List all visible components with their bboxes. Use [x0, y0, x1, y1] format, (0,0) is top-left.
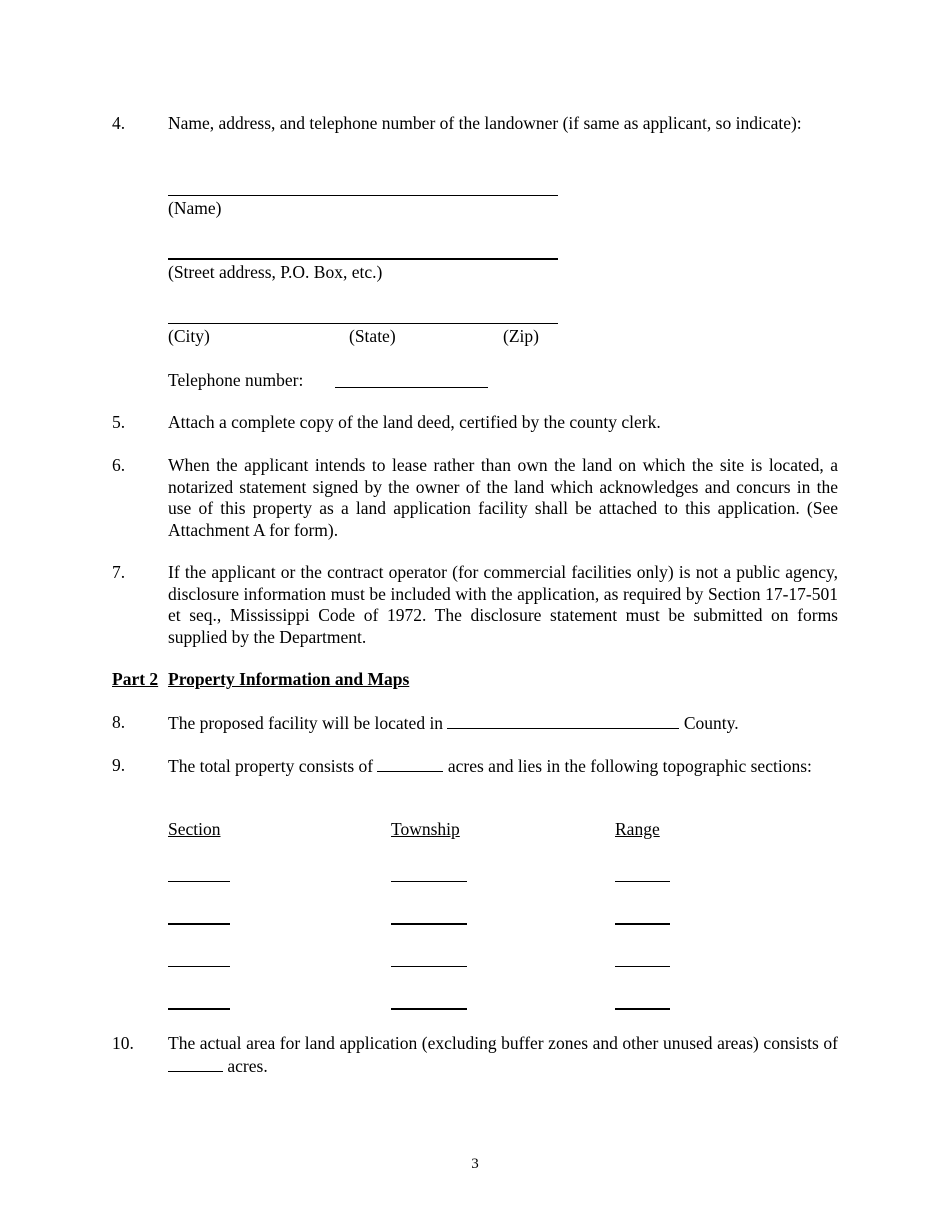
page-number: 3 — [471, 1156, 479, 1172]
item-10-text-before: The actual area for land application (excluding buffer zones and other unused areas) consists of — [168, 1033, 838, 1053]
item-7-text: If the applicant or the contract operator (for commercial facilities only) is not a public agency, disclosure information must be included with the application, as required by Section 17-17-501 et seq., Mississippi Code of 1972. The disclosure statement must be submitted on forms supplied by the Department. — [168, 562, 838, 647]
item-8-text — [168, 712, 739, 735]
range-header: Range — [615, 819, 660, 839]
landowner-state-label: (State) — [349, 326, 396, 346]
item-5-number: 5. — [112, 412, 126, 432]
item-9-text-before: The total property consists of — [168, 756, 374, 776]
item-9-text-after: acres and lies in the following topographic sections: — [447, 756, 812, 776]
range-blank[interactable] — [615, 1008, 670, 1010]
landowner-phone-line[interactable] — [335, 387, 488, 388]
item-6-text: When the applicant intends to lease rather than own the land on which the site is located, a notarized statement signed by the owner of the land which acknowledges and concurs in the use of this property as a land application facility shall be attached to this application. (See Attachment A for form). — [168, 455, 838, 540]
landowner-street-line[interactable] — [168, 258, 558, 260]
item-8-text-before: The proposed facility will be located in — [168, 713, 444, 733]
township-blank[interactable] — [391, 923, 467, 925]
section-header: Section — [168, 819, 221, 839]
landowner-phone-label: Telephone number: — [168, 370, 304, 390]
item-10-text — [168, 1033, 838, 1077]
item-4-text: Name, address, and telephone number of the landowner (if same as applicant, so indicate): — [168, 113, 802, 133]
part-2-title: Property Information and Maps — [168, 669, 410, 689]
item-9-number: 9. — [112, 755, 126, 775]
item-7-number: 7. — [112, 562, 126, 582]
item-6-number: 6. — [112, 455, 126, 475]
section-blank[interactable] — [168, 881, 230, 882]
township-blank[interactable] — [391, 1008, 467, 1010]
item-8-text-after: County. — [683, 713, 739, 733]
item-9-text — [168, 755, 838, 778]
section-blank[interactable] — [168, 923, 230, 925]
section-blank[interactable] — [168, 966, 230, 967]
item-10-number: 10. — [112, 1033, 134, 1053]
range-blank[interactable] — [615, 923, 670, 925]
range-blank[interactable] — [615, 966, 670, 967]
landowner-city-label: (City) — [168, 326, 210, 346]
item-5-text: Attach a complete copy of the land deed, certified by the county clerk. — [168, 412, 661, 432]
township-blank[interactable] — [391, 881, 467, 882]
landowner-street-label: (Street address, P.O. Box, etc.) — [168, 262, 383, 282]
item-4-number: 4. — [112, 113, 126, 133]
item-8-number: 8. — [112, 712, 126, 732]
landowner-name-line[interactable] — [168, 195, 558, 196]
item-10-text-after: acres. — [227, 1055, 268, 1076]
landowner-city-state-zip-line[interactable] — [168, 323, 558, 324]
county-blank[interactable] — [447, 712, 679, 729]
township-header: Township — [391, 819, 460, 839]
township-blank[interactable] — [391, 966, 467, 967]
part-2-label: Part 2 — [112, 669, 159, 689]
range-blank[interactable] — [615, 881, 670, 882]
section-blank[interactable] — [168, 1008, 230, 1010]
total-acres-blank[interactable] — [377, 755, 443, 772]
landowner-zip-label: (Zip) — [503, 326, 539, 346]
landowner-name-label: (Name) — [168, 198, 222, 218]
application-acres-blank[interactable] — [168, 1055, 223, 1072]
